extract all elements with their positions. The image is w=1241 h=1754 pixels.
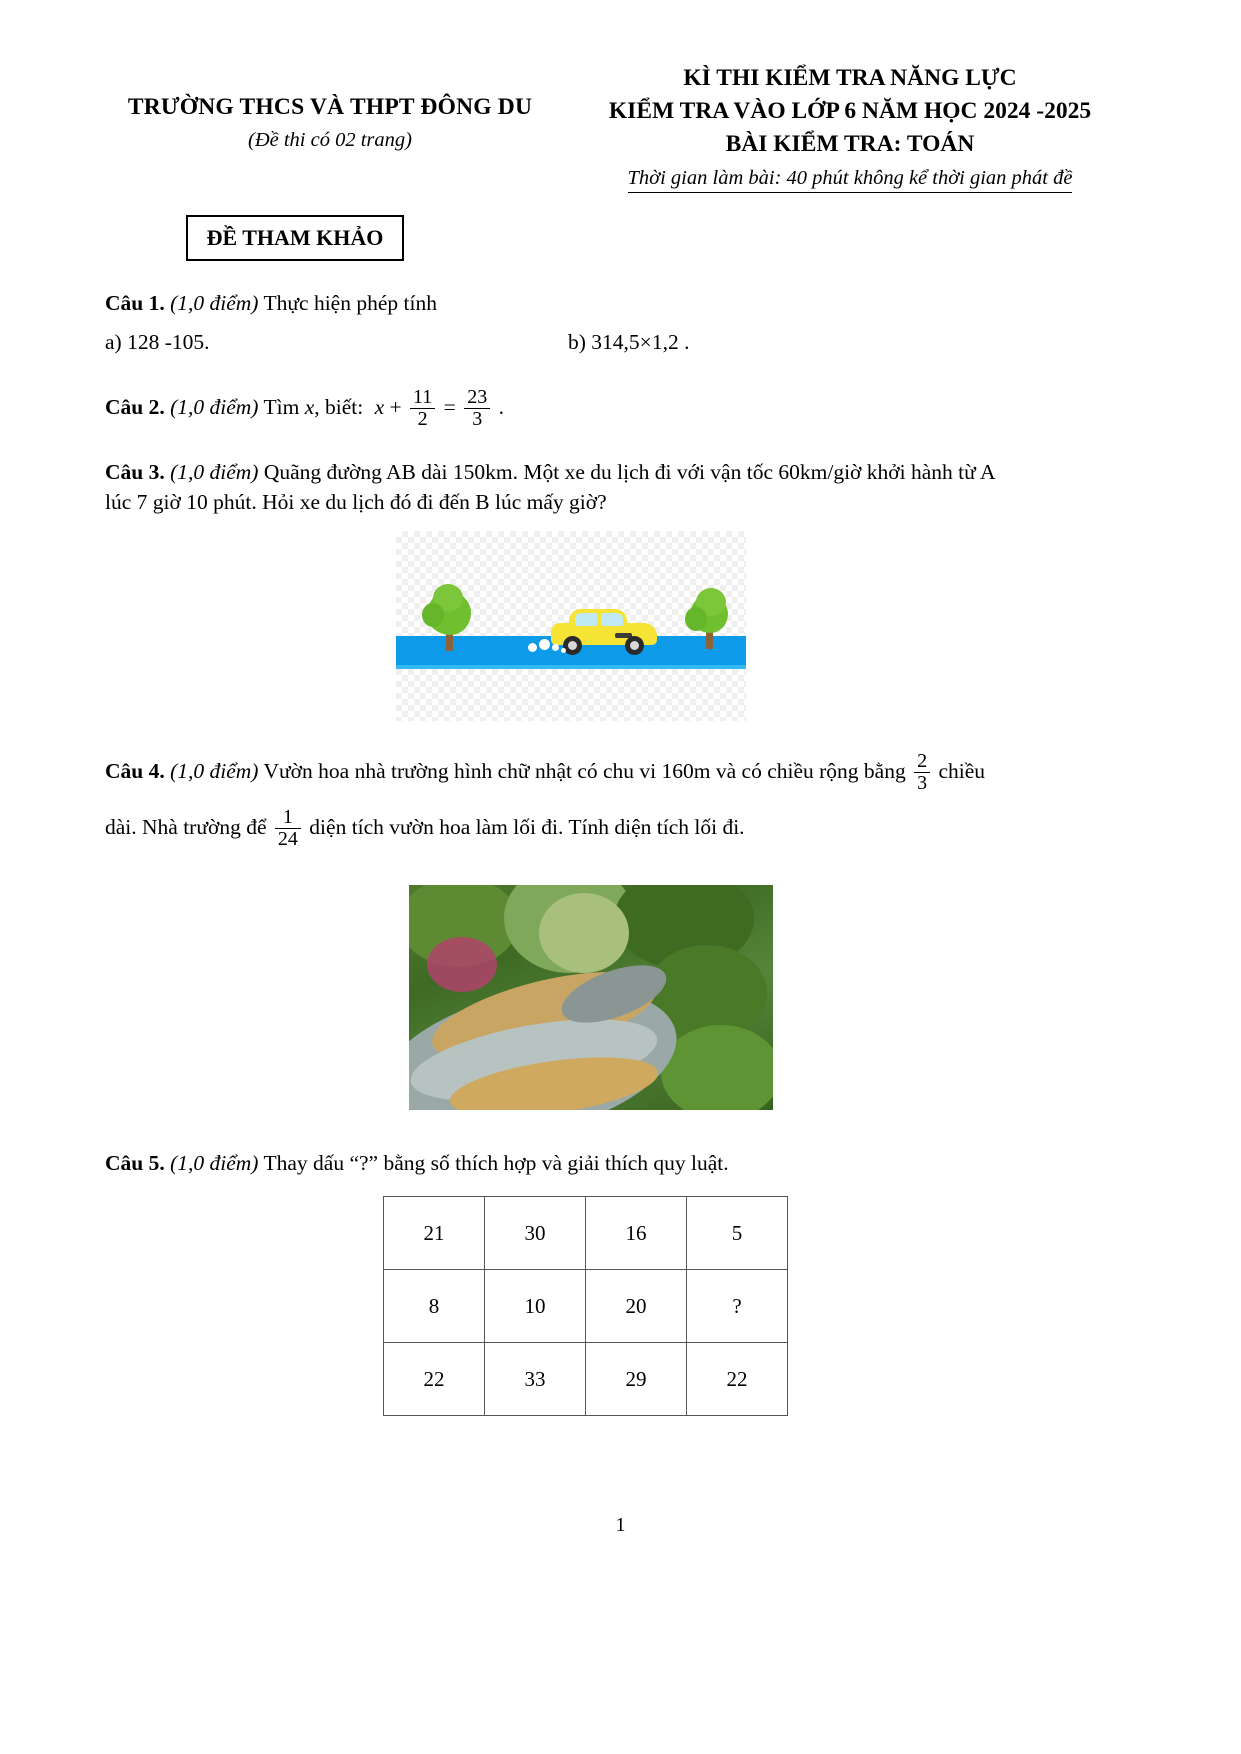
car-window-rear [601,613,623,626]
table-row [384,1343,788,1416]
question-4-fraction-two-thirds [914,751,930,794]
question-4-line-2-pre: dài. Nhà trường để [105,815,267,840]
garden-flower-cluster [427,937,497,992]
question-3-line-2-wrap [105,487,1145,518]
question-4-label: Câu 4. [105,759,165,784]
table-cell: 22 [384,1343,485,1416]
car-on-road-illustration [396,531,746,721]
car-wheel-rear [625,636,644,655]
question-2-fraction-right [464,387,490,430]
plus-sign: + [389,395,402,420]
question-3-line-1: Quãng đường AB dài 150km. Một xe du lịch đi với vận tốc 60km/giờ khởi hành từ A [263,460,996,484]
question-2-text-pre: Tìm [263,395,300,420]
tree-icon-right [690,595,728,649]
question-4-fraction-one-24th [275,807,301,850]
question-3-points: (1,0 điểm) [170,460,259,484]
equals-sign: = [443,395,456,420]
exam-title-line-2: KIỂM TRA VÀO LỚP 6 NĂM HỌC 2024 -2025 [608,98,1092,124]
question-1-text: Thực hiện phép tính [263,291,437,315]
fraction-numerator: 1 [282,806,293,828]
fraction-numerator: 23 [467,386,488,408]
question-5 [105,1148,1145,1179]
tree-trunk [706,631,713,649]
school-subtitle: (Đề thi có 02 trang) [248,129,412,151]
exam-subject-line: BÀI KIỂM TRA: TOÁN [725,131,975,157]
reference-exam-label: ĐỀ THAM KHẢO [206,225,384,250]
question-2-text-mid: , biết: [314,395,364,420]
tree-crown [690,595,728,633]
table-cell: 33 [485,1343,586,1416]
table-cell: 16 [586,1197,687,1270]
question-4-line-1-pre: Vườn hoa nhà trường hình chữ nhật có chu vi 160m và có chiều rộng bằng [263,759,906,784]
question-3-line-2: lúc 7 giờ 10 phút. Hỏi xe du lịch đó đi đến B lúc mấy giờ? [105,490,607,514]
table-cell: 8 [384,1270,485,1343]
table-cell: 21 [384,1197,485,1270]
table-cell: 20 [586,1270,687,1343]
question-1-a-text: a) 128 -105. [105,330,210,354]
fraction-numerator: 11 [413,386,433,408]
question-1-part-b [568,327,689,358]
fraction-denominator: 24 [275,828,301,850]
car-wheel-front [563,636,582,655]
page-number: 1 [615,1514,626,1536]
garden-grass-tuft [539,893,629,973]
question-4-line-1-post: chiều [938,759,986,784]
table-row [384,1197,788,1270]
car-window-front [575,613,597,626]
question-1-points: (1,0 điểm) [170,291,259,315]
garden-mosaic-path-photo [409,885,773,1110]
tree-icon-left [427,591,471,651]
question-1 [105,288,1145,319]
question-4-points: (1,0 điểm) [170,759,259,784]
question-1-b-suffix: 1,2 . [651,330,690,354]
question-2-period: . [498,395,504,420]
tree-crown [427,591,471,635]
question-5-points: (1,0 điểm) [170,1151,259,1175]
page-header [0,62,1241,192]
table-cell: 29 [586,1343,687,1416]
question-1-part-a [105,327,210,358]
question-4 [105,752,1145,795]
question-2 [105,388,504,431]
question-2-variable: x [304,395,315,420]
question-1-label: Câu 1. [105,291,165,315]
fraction-denominator: 2 [410,408,435,430]
exam-title-block [560,62,1140,193]
car-icon [551,609,657,651]
table-cell: 5 [687,1197,788,1270]
question-2-label: Câu 2. [105,395,165,420]
number-pattern-table [383,1196,788,1416]
fraction-numerator: 2 [917,750,928,772]
exam-title-line-1: KÌ THI KIỂM TRA NĂNG LỰC [683,65,1017,91]
question-2-eq-variable: x [374,395,385,420]
fraction-denominator: 3 [914,772,930,794]
question-4-line-2-post: diện tích vườn hoa làm lối đi. Tính diện tích lối đi. [309,815,745,840]
multiply-icon: × [639,330,652,354]
table-cell: 22 [687,1343,788,1416]
tree-trunk [446,633,453,651]
school-name: TRƯỜNG THCS VÀ THPT ĐÔNG DU [127,94,533,120]
question-2-fraction-left [410,387,435,430]
table-cell: 30 [485,1197,586,1270]
garden-foliage [661,1025,773,1110]
school-block [105,94,555,152]
exam-duration: Thời gian làm bài: 40 phút không kể thời gian phát đề [628,167,1073,193]
question-4-line-2 [105,808,1145,851]
fraction-denominator: 3 [464,408,490,430]
question-1-b-prefix: b) 314,5 [568,330,640,354]
question-5-text: Thay dấu “?” bằng số thích hợp và giải thích quy luật. [263,1151,729,1175]
table-row [384,1270,788,1343]
question-3 [105,457,1145,488]
reference-exam-box [186,215,404,261]
question-5-label: Câu 5. [105,1151,165,1175]
road-edge-shape [396,665,746,669]
table-cell: 10 [485,1270,586,1343]
question-2-points: (1,0 điểm) [170,395,259,420]
table-cell-unknown: ? [687,1270,788,1343]
question-3-label: Câu 3. [105,460,165,484]
